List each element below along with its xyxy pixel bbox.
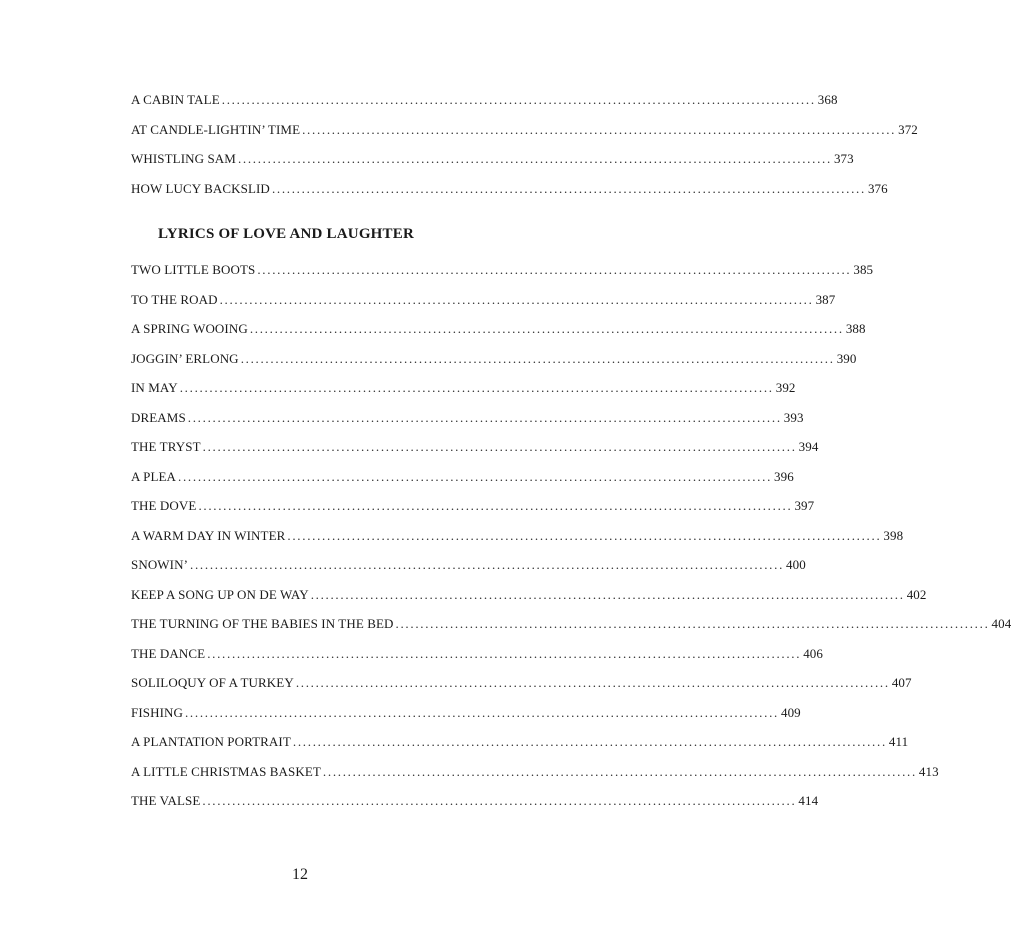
toc-entry — [131, 645, 824, 676]
toc-entry-page: 396 — [774, 468, 794, 484]
dot-leader: ........................................................................................................................ — [292, 734, 887, 749]
toc-entry-page: 411 — [888, 734, 909, 749]
toc-entry-page: 413 — [918, 763, 939, 779]
toc-entry-title: A WARM DAY IN WINTER — [131, 527, 286, 543]
section-heading: LYRICS OF LOVE AND LAUGHTER — [157, 226, 414, 242]
toc-entry-title: FISHING — [131, 704, 183, 720]
toc-entry — [131, 616, 1011, 646]
toc-entry-page: 388 — [845, 321, 866, 336]
dot-leader: ........................................................................................................................ — [219, 291, 814, 307]
dot-leader: ........................................................................................................................ — [310, 586, 905, 602]
dot-leader: ........................................................................................................................ — [187, 409, 782, 425]
toc-entry-page: 409 — [780, 704, 801, 720]
toc-entry — [131, 151, 854, 181]
dot-leader: ........................................................................................................................ — [179, 380, 774, 395]
toc-entry — [131, 498, 815, 528]
toc-entry-page: 373 — [833, 151, 854, 166]
toc-entry — [131, 92, 838, 122]
dot-leader: ........................................................................................................................ — [202, 439, 797, 454]
toc-entry-page: 407 — [891, 675, 912, 690]
dot-leader: ........................................................................................................................ — [202, 793, 797, 808]
toc-entry-title: TO THE ROAD — [131, 291, 218, 307]
toc-entry-title: DREAMS — [131, 409, 186, 425]
toc-entry — [131, 557, 806, 587]
page-number: 12 — [292, 866, 308, 883]
toc-entry-title: KEEP A SONG UP ON DE WAY — [131, 586, 309, 602]
toc-entry — [131, 180, 888, 211]
toc-entry-title: HOW LUCY BACKSLID — [131, 180, 270, 196]
dot-leader: ........................................................................................................................ — [249, 321, 844, 336]
toc-entry-page: 402 — [906, 586, 927, 602]
toc-entry-title: A SPRING WOOING — [131, 321, 248, 336]
dot-leader: ........................................................................................................................ — [322, 763, 917, 779]
toc-entry — [131, 675, 912, 705]
toc-entry-title: A PLEA — [131, 468, 177, 484]
toc-entry-page: 368 — [817, 92, 838, 107]
toc-entry-title: THE DOVE — [131, 498, 197, 513]
toc-entry-page: 387 — [815, 291, 836, 307]
toc-entry — [131, 704, 801, 735]
dot-leader: ........................................................................................................................ — [178, 468, 773, 484]
toc-entry-title: THE TURNING OF THE BABIES IN THE BED — [131, 616, 394, 631]
toc-entry-title: THE TRYST — [131, 439, 201, 454]
toc-entry-title: SNOWIN’ — [131, 557, 189, 572]
dot-leader: ........................................................................................................................ — [207, 645, 802, 661]
dot-leader: ........................................................................................................................ — [287, 527, 882, 543]
toc-entry — [131, 793, 819, 823]
dot-leader: ........................................................................................................................ — [257, 262, 852, 277]
dot-leader: ........................................................................................................................ — [237, 151, 832, 166]
toc-entry-title: IN MAY — [131, 380, 178, 395]
toc-entry — [131, 321, 866, 351]
toc-entry — [131, 439, 819, 469]
toc-entry-title: THE VALSE — [131, 793, 201, 808]
toc-list-before — [131, 92, 918, 210]
toc-entry-page: 394 — [798, 439, 819, 454]
toc-entry-page: 404 — [991, 616, 1011, 631]
dot-leader: ........................................................................................................................ — [271, 180, 866, 196]
toc-entry — [131, 121, 918, 152]
toc-entry-title: AT CANDLE-LIGHTIN’ TIME — [131, 121, 301, 137]
toc-entry-page: 398 — [883, 527, 904, 543]
dot-leader: ........................................................................................................................ — [184, 704, 779, 720]
toc-entry-title: SOLILOQUY OF A TURKEY — [131, 675, 294, 690]
dot-leader: ........................................................................................................................ — [198, 498, 793, 513]
toc-entry — [131, 734, 909, 764]
toc-list-lyrics — [131, 262, 1011, 823]
toc-entry — [131, 350, 857, 381]
dot-leader: ........................................................................................................................ — [221, 92, 816, 107]
toc-entry — [131, 527, 904, 558]
toc-entry-page: 392 — [775, 380, 796, 395]
toc-entry-page: 393 — [783, 409, 804, 425]
toc-entry — [131, 586, 927, 617]
toc-entry-title: WHISTLING SAM — [131, 151, 236, 166]
toc-entry — [131, 291, 836, 322]
dot-leader: ........................................................................................................................ — [302, 121, 897, 137]
toc-entry-page: 400 — [786, 557, 806, 572]
toc-entry-page: 372 — [898, 121, 918, 137]
toc-entry-page: 385 — [853, 262, 874, 277]
toc-entry — [131, 409, 804, 440]
toc-entry-title: TWO LITTLE BOOTS — [131, 262, 256, 277]
dot-leader: ........................................................................................................................ — [190, 557, 785, 572]
toc-entry-title: A LITTLE CHRISTMAS BASKET — [131, 763, 321, 779]
toc-entry-page: 390 — [836, 350, 857, 366]
toc-entry — [131, 763, 939, 794]
toc-entry-page: 406 — [803, 645, 824, 661]
dot-leader: ........................................................................................................................ — [295, 675, 890, 690]
toc-entry-title: A PLANTATION PORTRAIT — [131, 734, 291, 749]
toc-entry-title: A CABIN TALE — [131, 92, 220, 107]
toc-entry-page: 414 — [798, 793, 819, 808]
toc-entry — [131, 380, 796, 410]
dot-leader: ........................................................................................................................ — [395, 616, 990, 631]
dot-leader: ........................................................................................................................ — [240, 350, 835, 366]
toc-entry-page: 397 — [794, 498, 815, 513]
toc-entry — [131, 468, 794, 499]
toc-entry-title: THE DANCE — [131, 645, 206, 661]
toc-entry — [131, 262, 874, 292]
toc-entry-page: 376 — [867, 180, 888, 196]
toc-entry-title: JOGGIN’ ERLONG — [131, 350, 239, 366]
